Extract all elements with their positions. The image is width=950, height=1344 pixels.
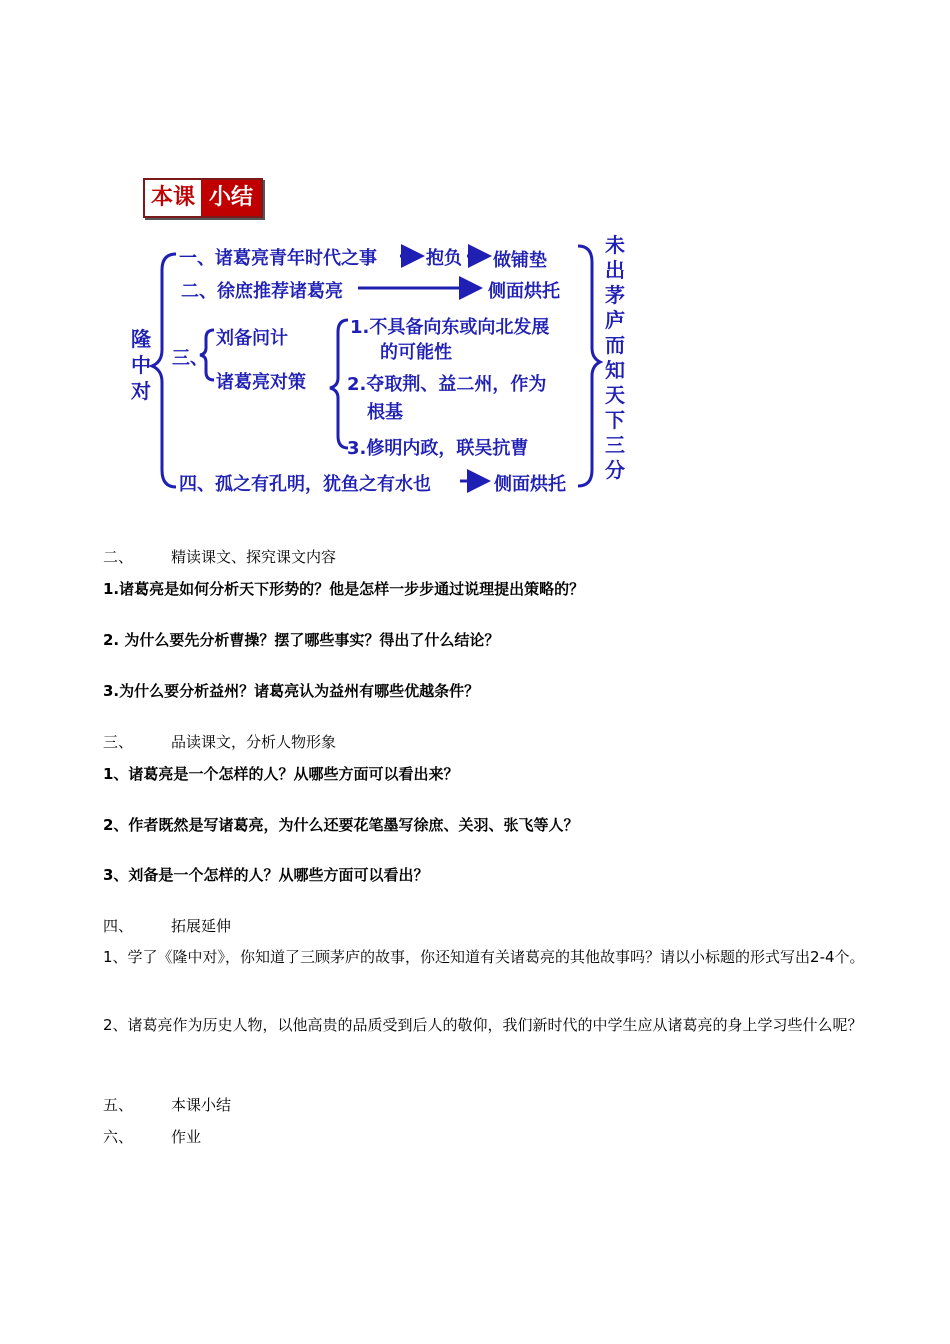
point-2b: 根基 xyxy=(367,402,403,423)
point-1a: 1.不具备向东或向北发展 xyxy=(350,317,550,338)
row2-end: 侧面烘托 xyxy=(488,281,560,302)
row3-sub2: 诸葛亮对策 xyxy=(216,372,306,393)
right-brace xyxy=(578,246,600,486)
question-2-2: 2. 为什么要先分析曹操？摆了哪些事实？得出了什么结论？ xyxy=(103,631,500,649)
diagram-root: 隆中对 xyxy=(131,327,151,403)
question-2-1: 1.诸葛亮是如何分析天下形势的？他是怎样一步步通过说理提出策略的？ xyxy=(103,580,585,598)
badge-right-text: 小结 xyxy=(201,180,261,216)
section-5-title: 本课小结 xyxy=(171,1096,232,1114)
paragraph-4-1: 1、学了《隆中对》，你知道了三顾茅庐的故事，你还知道有关诸葛亮的其他故事吗？请以小标题的形式写出2-4个。 xyxy=(103,948,865,966)
section-6-number: 六、 xyxy=(103,1128,134,1146)
points-brace xyxy=(330,320,348,448)
row4-end: 侧面烘托 xyxy=(494,474,566,495)
section-4-title: 拓展延伸 xyxy=(171,917,232,935)
row1-text: 一、诸葛亮青年时代之事 xyxy=(179,248,377,269)
row1-end: 做铺垫 xyxy=(493,250,547,271)
point-2a: 2.夺取荆、益二州，作为 xyxy=(347,374,547,395)
main-left-brace xyxy=(152,254,176,487)
question-3-1: 1、诸葛亮是一个怎样的人？从哪些方面可以看出来？ xyxy=(103,765,459,783)
row3-sub1: 刘备问计 xyxy=(216,328,288,349)
point-3: 3.修明内政，联吴抗曹 xyxy=(347,438,529,459)
badge-left-text: 本课 xyxy=(145,180,201,216)
section-2-title: 精读课文、探究课文内容 xyxy=(171,548,337,566)
point-1b: 的可能性 xyxy=(380,342,452,363)
section-3-number: 三、 xyxy=(103,733,134,751)
row4-text: 四、孤之有孔明，犹鱼之有水也 xyxy=(179,474,431,495)
section-2-number: 二、 xyxy=(103,548,134,566)
question-3-3: 3、刘备是一个怎样的人？从哪些方面可以看出？ xyxy=(103,866,429,884)
paragraph-4-2: 2、诸葛亮作为历史人物，以他高贵的品质受到后人的敬仰，我们新时代的中学生应从诸葛亮的身上学习些什么呢？ xyxy=(103,1016,863,1034)
section-4-number: 四、 xyxy=(103,917,134,935)
row2-text: 二、徐庶推荐诸葛亮 xyxy=(181,281,343,302)
row3-label: 三、 xyxy=(172,348,208,369)
section-6-title: 作业 xyxy=(171,1128,202,1146)
diagram-right-summary: 未出茅庐而知天下三分 xyxy=(605,233,625,482)
row1-mid: 抱负 xyxy=(426,248,462,269)
question-3-2: 2、作者既然是写诸葛亮，为什么还要花笔墨写徐庶、关羽、张飞等人？ xyxy=(103,816,579,834)
question-2-3: 3.为什么要分析益州？诸葛亮认为益州有哪些优越条件？ xyxy=(103,682,480,700)
section-5-number: 五、 xyxy=(103,1096,134,1114)
section-3-title: 品读课文，分析人物形象 xyxy=(171,733,337,751)
